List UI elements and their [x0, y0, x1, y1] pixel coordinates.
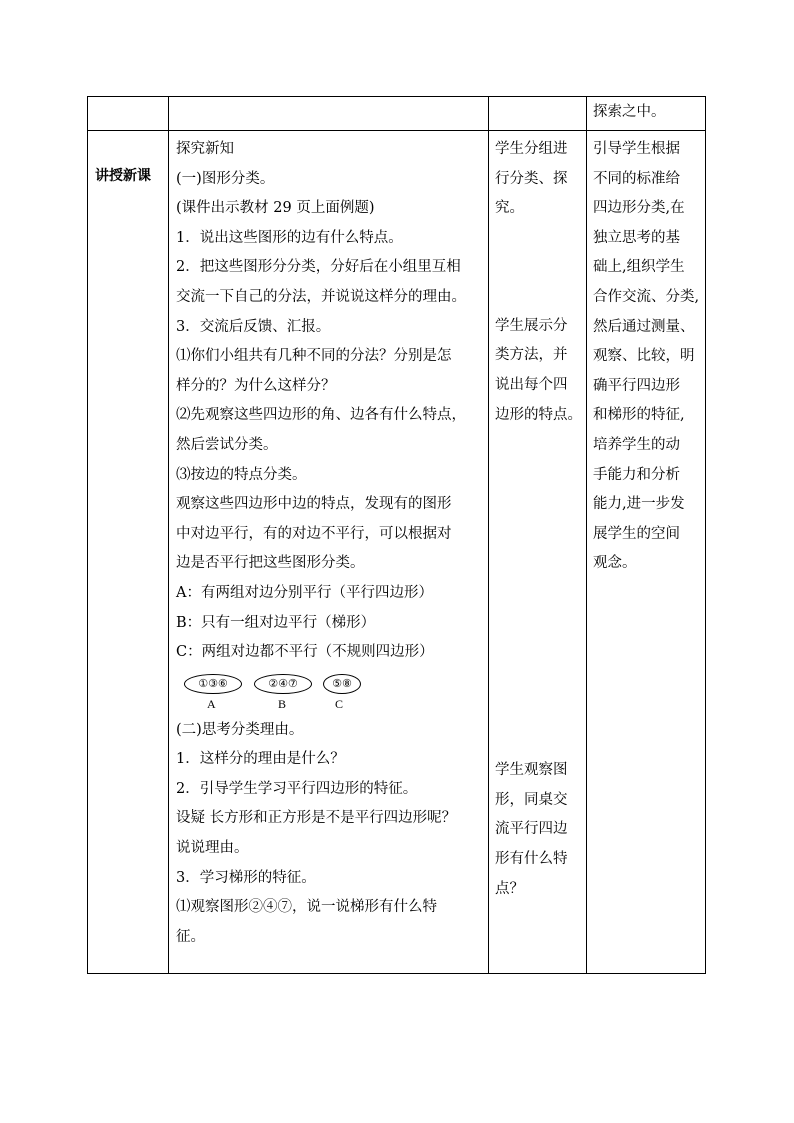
intent-text-line: 确平行四边形 [593, 377, 680, 394]
shape-groups-diagram [176, 668, 476, 716]
teacher-text-line: 样分的？为什么这样分？ [176, 377, 336, 394]
teacher-text-line: 探究新知 [176, 141, 234, 157]
cell-empty [169, 97, 489, 131]
group-b-ellipse: ②④⑦ [254, 674, 312, 694]
teacher-text-line: 交流一下自己的分法，并说说这样分的理由。 [176, 288, 466, 305]
student-text-line: 说出每个四 [495, 376, 568, 393]
teacher-text-line: ⑵先观察这些四边形的角、边各有什么特点， [176, 407, 466, 424]
teacher-text-line: 中对边平行，有的对边不平行，可以根据对 [176, 525, 452, 542]
teacher-text-line: 2．把这些图形分分类，分好后在小组里互相 [176, 259, 461, 276]
teacher-text-line: ⑶按边的特点分类。 [176, 466, 307, 483]
student-text-line: 学生展示分 [495, 317, 568, 334]
teacher-text-line: A：有两组对边分别平行（平行四边形） [176, 584, 433, 601]
intent-text-line: 观察、比较，明 [593, 348, 695, 365]
teacher-text-line: 说说理由。 [176, 840, 249, 857]
section-label: 讲授新课 [95, 168, 151, 184]
group-a-label: A [207, 696, 216, 711]
student-text-line: 学生分组进 [495, 141, 568, 157]
teacher-text-line: 3．交流后反馈、汇报。 [176, 318, 331, 335]
intent-text-line: 独立思考的基 [593, 229, 680, 246]
table-row [88, 97, 706, 131]
group-c-ellipse: ⑤⑧ [323, 674, 361, 694]
intent-text-line: 不同的标准给 [593, 170, 680, 187]
cell-design-intent-cont [587, 97, 706, 131]
teacher-text-line: 3．学习梯形的特征。 [176, 869, 316, 886]
student-text-line: 流平行四边 [495, 821, 568, 838]
cell-design-intent [587, 131, 706, 974]
teacher-text-line: 1．说出这些图形的边有什么特点。 [176, 229, 403, 246]
group-b-label: B [278, 696, 287, 711]
intent-continued-text: 探索之中。 [593, 104, 666, 120]
student-text-line: 学生观察图 [495, 762, 568, 779]
teacher-text-line: B：只有一组对边平行（梯形） [176, 614, 376, 631]
student-text-line: 形有什么特 [495, 850, 568, 867]
intent-text-line: 合作交流、分类, [593, 288, 700, 305]
design-intent-text [587, 131, 705, 579]
cell-section-label [88, 131, 169, 974]
lesson-plan-table [87, 96, 706, 974]
intent-text-line: 能力,进一步发 [593, 496, 685, 513]
teacher-text-line: 设疑 长方形和正方形是不是平行四边形呢？ [176, 810, 457, 827]
teacher-text-line: 征。 [176, 928, 205, 945]
intent-text-line: 手能力和分析 [593, 466, 680, 483]
teacher-text-line: 观察这些四边形中边的特点，发现有的图形 [176, 496, 452, 513]
group-c-label: C [335, 696, 344, 711]
teacher-text-line: ⑴你们小组共有几种不同的分法？分别是怎 [176, 348, 452, 365]
student-text-line: 类方法，并 [495, 347, 568, 364]
cell-teacher-activity [169, 131, 489, 974]
intent-text-line: 然后通过测量、 [593, 318, 695, 335]
teacher-text-line: (二)思考分类理由。 [176, 721, 304, 738]
teacher-text-line: 然后尝试分类。 [176, 436, 278, 453]
table-row [88, 131, 706, 974]
cell-empty [489, 97, 587, 131]
intent-text-line: 展学生的空间 [593, 525, 680, 542]
intent-text-line: 和梯形的特征, [593, 407, 685, 424]
intent-text-line: 观念。 [593, 555, 637, 572]
teacher-text-line: C：两组对边都不平行（不规则四边形） [176, 644, 434, 661]
intent-text-line: 四边形分类,在 [593, 200, 685, 217]
student-text-line: 行分类、探 [495, 170, 568, 187]
cell-student-activity [489, 131, 587, 974]
student-text-line: 边形的特点。 [495, 406, 582, 423]
student-text-line: 点？ [495, 880, 524, 897]
teacher-activity-text [169, 131, 488, 952]
intent-text-line: 培养学生的动 [593, 436, 680, 453]
teacher-text-line: 2．引导学生学习平行四边形的特征。 [176, 780, 418, 797]
intent-text-line: 础上,组织学生 [593, 259, 685, 276]
teacher-text-line: (一)图形分类。 [176, 170, 275, 187]
teacher-text-line: 边是否平行把这些图形分类。 [176, 555, 365, 572]
group-a-ellipse: ①③⑥ [184, 674, 242, 694]
student-text-line: 形，同桌交 [495, 791, 568, 808]
student-activity-text [489, 131, 586, 904]
teacher-text-line: 1．这样分的理由是什么？ [176, 751, 345, 768]
intent-text-line: 引导学生根据 [593, 141, 680, 157]
cell-empty [88, 97, 169, 131]
teacher-text-line: ⑴观察图形②④⑦，说一说梯形有什么特 [176, 899, 437, 916]
teacher-text-line: (课件出示教材 29 页上面例题) [176, 200, 375, 217]
student-text-line: 究。 [495, 200, 524, 217]
